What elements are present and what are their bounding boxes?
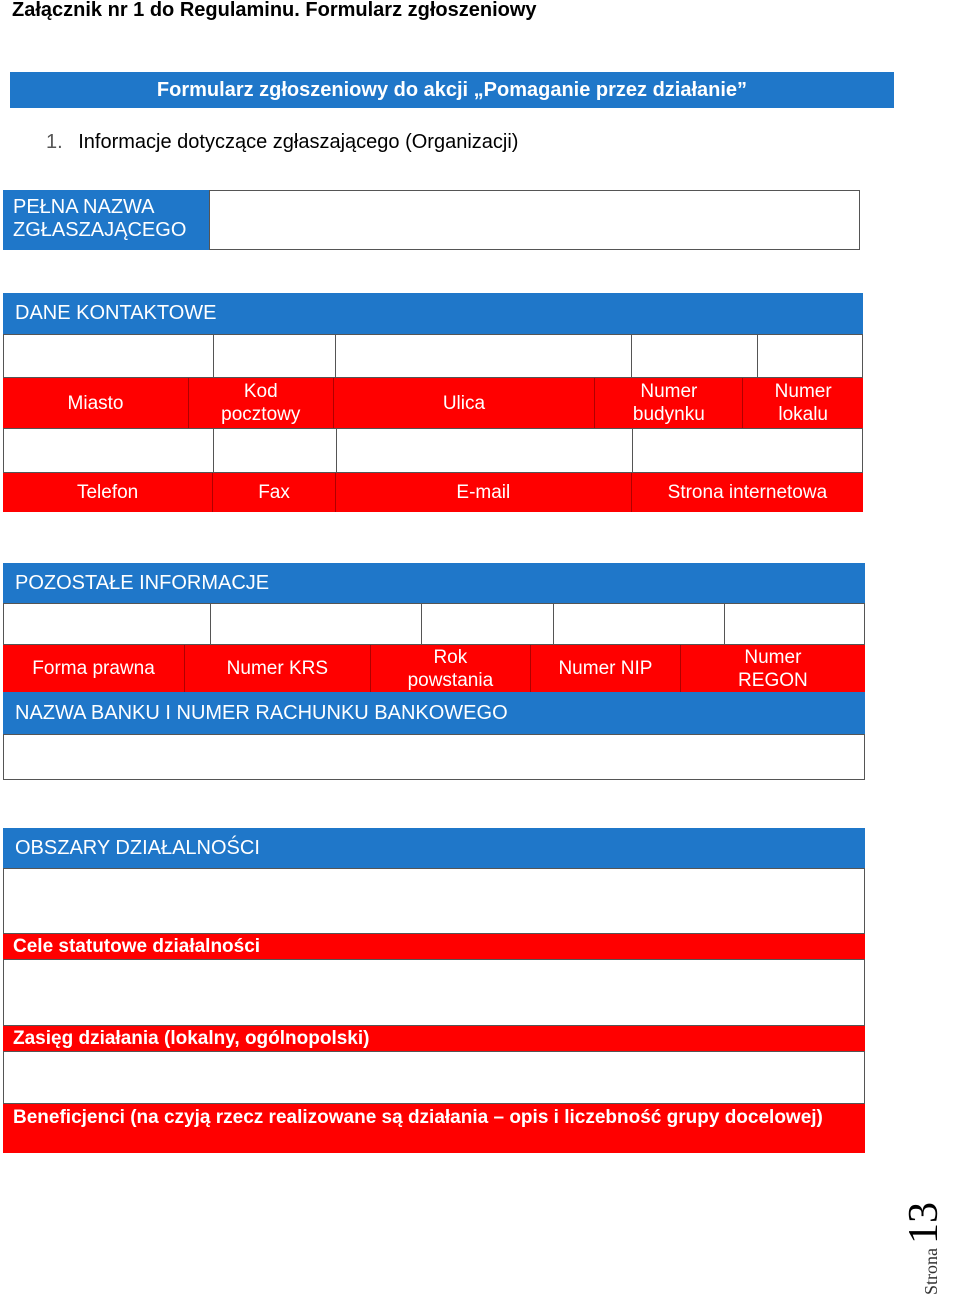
other-info-header: POZOSTAŁE INFORMACJE [3,563,865,603]
other-inputs-row [3,603,865,645]
postal-code-label: Kod pocztowy [189,378,334,428]
apartment-number-label: Numer lokalu [774,381,832,425]
section-heading [46,130,518,154]
full-name-input[interactable] [209,190,860,250]
page-footer [900,1202,947,1295]
statutory-goals-input[interactable] [3,959,865,1026]
legal-form-input[interactable] [4,604,211,644]
fax-label: Fax [213,473,336,512]
address-labels-row [3,378,863,428]
bank-header: NAZWA BANKU I NUMER RACHUNKU BANKOWEGO [3,692,865,734]
legal-form-label: Forma prawna [3,645,185,692]
website-input[interactable] [633,429,862,472]
contact-header: DANE KONTAKTOWE [3,293,863,334]
regon-number-input[interactable] [725,604,864,644]
other-labels-row [3,645,865,692]
street-input[interactable] [336,335,632,377]
scope-label: Zasięg działania (lokalny, ogólnopolski) [3,1026,865,1051]
areas-header: OBSZARY DZIAŁALNOŚCI [3,828,865,868]
city-input[interactable] [4,335,214,377]
city-label: Miasto [3,378,189,428]
regon-number-label: Numer REGON [738,646,808,691]
nip-number-input[interactable] [554,604,724,644]
building-number-label: Numer budynku [595,378,743,428]
form-banner [10,72,894,108]
apartment-number-input[interactable] [758,335,862,377]
section-number: 1. [46,131,63,153]
krs-number-input[interactable] [211,604,422,644]
krs-number-label: Numer KRS [185,645,371,692]
building-number-input[interactable] [632,335,758,377]
beneficiaries-label: Beneficjenci (na czyją rzecz realizowane są działania – opis i liczebność grupy docelowej) [3,1104,865,1153]
full-name-label-line1: PEŁNA NAZWA [13,196,155,218]
full-name-label-line2: ZGŁASZAJĄCEGO [13,219,187,241]
fax-input[interactable] [214,429,337,472]
phone-labels-row [3,473,863,512]
phone-inputs-row [3,428,863,473]
statutory-goals-label: Cele statutowe działalności [3,934,865,959]
phone-input[interactable] [4,429,214,472]
scope-input[interactable] [3,1051,865,1104]
email-label: E-mail [336,473,632,512]
address-inputs-row [3,334,863,378]
phone-label: Telefon [3,473,213,512]
page-word: Strona [921,1248,941,1295]
nip-number-label: Numer NIP [531,645,681,692]
website-label: Strona internetowa [667,482,828,503]
page-number: 13 [901,1202,947,1244]
postal-code-input[interactable] [214,335,336,377]
founding-year-input[interactable] [422,604,554,644]
street-label: Ulica [334,378,596,428]
full-name-label-box [3,190,209,250]
bank-account-input[interactable] [3,734,865,780]
annex-title: Załącznik nr 1 do Regulaminu. Formularz zgłoszeniowy [12,0,537,21]
form-banner-text: Formularz zgłoszeniowy do akcji „Pomaganie przez działanie” [156,78,748,101]
areas-input[interactable] [3,868,865,934]
section-title: Informacje dotyczące zgłaszającego (Organizacji) [78,131,519,153]
founding-year-label: Rok powstania [371,645,531,692]
email-input[interactable] [337,429,633,472]
